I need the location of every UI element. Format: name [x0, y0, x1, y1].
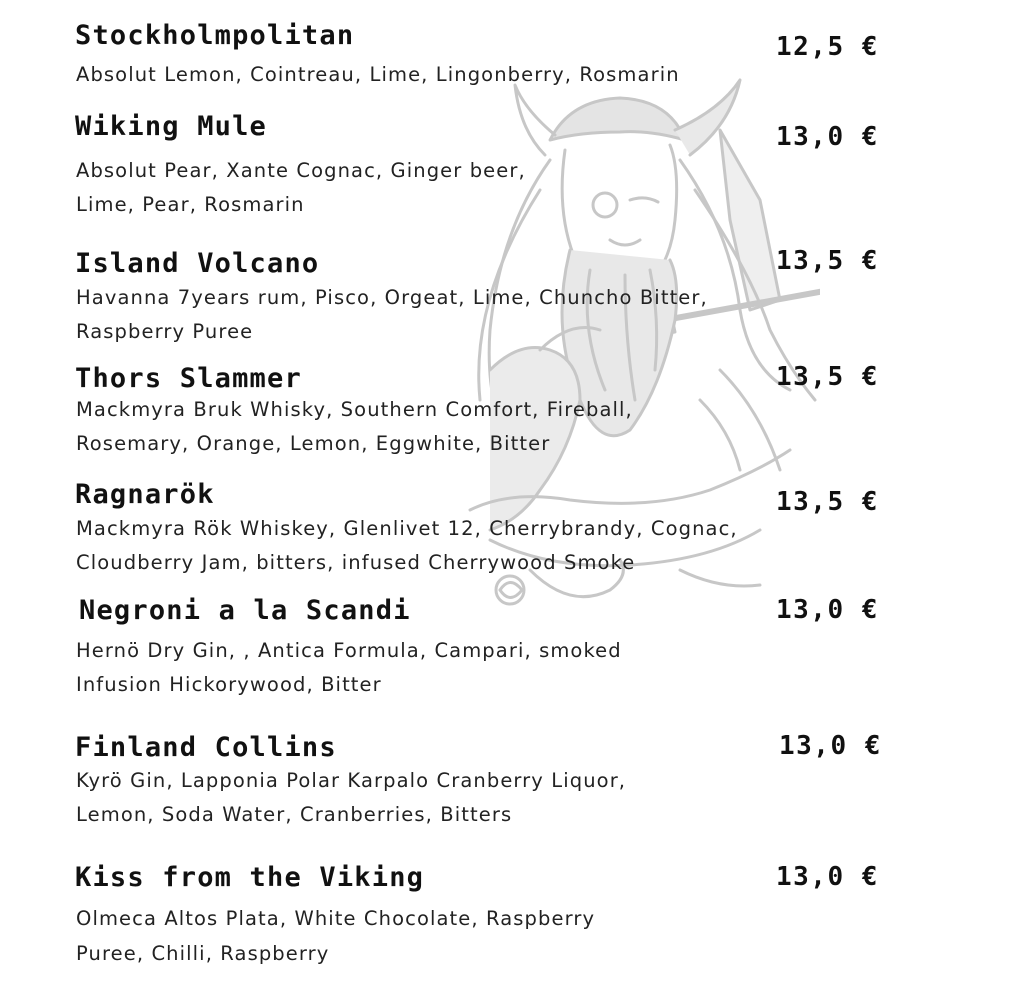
drink-name: Wiking Mule	[75, 111, 268, 142]
drink-price: 13,5 €	[776, 246, 879, 276]
ingredient-line: Havanna 7years rum, Pisco, Orgeat, Lime, Chuncho Bitter,	[76, 286, 708, 309]
drink-ingredients	[76, 512, 738, 580]
drink-name: Island Volcano	[75, 248, 320, 279]
drink-price: 13,0 €	[776, 122, 879, 152]
drink-price: 13,0 €	[779, 731, 882, 761]
ingredient-line: Infusion Hickorywood, Bitter	[76, 673, 382, 696]
ingredient-line: Mackmyra Bruk Whisky, Southern Comfort, Fireball,	[76, 398, 633, 421]
ingredient-line: Mackmyra Rök Whiskey, Glenlivet 12, Cherrybrandy, Cognac,	[76, 517, 738, 540]
ingredient-line: Olmeca Altos Plata, White Chocolate, Raspberry	[76, 907, 596, 930]
ingredient-line: Absolut Lemon, Cointreau, Lime, Lingonberry, Rosmarin	[76, 63, 680, 86]
drink-price: 13,5 €	[776, 362, 879, 392]
drink-ingredients	[76, 281, 708, 349]
drink-price: 12,5 €	[776, 32, 879, 62]
ingredient-line: Rosemary, Orange, Lemon, Eggwhite, Bitter	[76, 432, 551, 455]
drink-ingredients	[76, 58, 680, 92]
drink-ingredients	[76, 634, 622, 702]
ingredient-line: Puree, Chilli, Raspberry	[76, 942, 330, 965]
drink-ingredients	[76, 764, 626, 832]
drink-price: 13,5 €	[776, 487, 879, 517]
drink-ingredients	[76, 393, 633, 461]
drink-price: 13,0 €	[776, 595, 879, 625]
drink-name: Thors Slammer	[75, 363, 302, 394]
ingredient-line: Raspberry Puree	[76, 320, 254, 343]
ingredient-line: Kyrö Gin, Lapponia Polar Karpalo Cranberry Liquor,	[76, 769, 627, 792]
drink-price: 13,0 €	[776, 862, 879, 892]
drink-name: Ragnarök	[75, 479, 215, 510]
ingredient-line: Lime, Pear, Rosmarin	[76, 193, 305, 216]
drink-name: Stockholmpolitan	[75, 20, 355, 51]
ingredient-line: Lemon, Soda Water, Cranberries, Bitters	[76, 803, 513, 826]
drink-ingredients	[76, 154, 526, 222]
ingredient-line: Absolut Pear, Xante Cognac, Ginger beer,	[76, 159, 526, 182]
drink-ingredients	[76, 901, 595, 971]
drink-name: Negroni a la Scandi	[79, 595, 411, 626]
drink-name: Finland Collins	[75, 732, 337, 763]
drink-name: Kiss from the Viking	[75, 862, 425, 893]
ingredient-line: Cloudberry Jam, bitters, infused Cherrywood Smoke	[76, 551, 636, 574]
ingredient-line: Hernö Dry Gin, , Antica Formula, Campari, smoked	[76, 639, 622, 662]
